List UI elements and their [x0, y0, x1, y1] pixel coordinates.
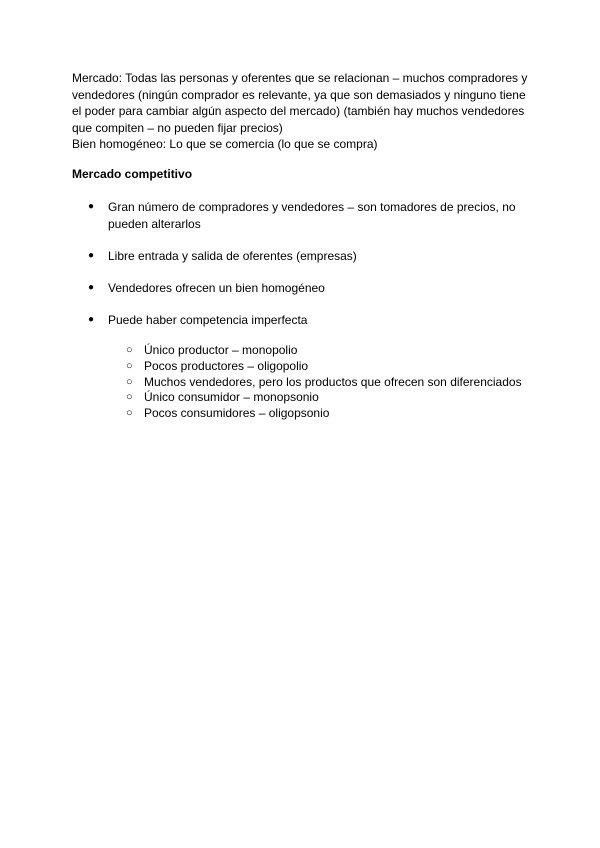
list-item	[0, 280, 528, 297]
circle-bullet-icon: ○	[126, 391, 133, 404]
list-item-text: Puede haber competencia imperfecta	[108, 312, 308, 327]
list-item	[0, 199, 528, 232]
circle-bullet-icon: ○	[126, 375, 133, 388]
sub-list-item	[0, 406, 600, 422]
sub-list-item	[0, 390, 600, 406]
sub-list-item	[0, 343, 600, 359]
section-heading: Mercado competitivo	[72, 167, 193, 181]
list-item	[0, 312, 528, 329]
bullet-icon: ●	[88, 201, 95, 212]
circle-bullet-icon: ○	[126, 407, 133, 420]
market-definition: Mercado: Todas las personas y oferentes que se relacionan – muchos compradores y vendedores (ningún comprador es relevante, ya que son demasiados y ninguno tiene el poder para cambiar algún aspecto del mercado) (también hay muchos vendedores que compiten – no pueden fijar precios)	[72, 71, 528, 135]
homogeneous-good-definition: Bien homogéneo: Lo que se comercia (lo que se compra)	[72, 137, 378, 151]
sub-list-item-text: Único consumidor – monopsonio	[144, 390, 319, 405]
sub-bullet-list	[0, 343, 600, 422]
bullet-icon: ●	[88, 313, 95, 325]
bullet-icon: ●	[88, 281, 95, 293]
sub-list-item-text: Único productor – monopolio	[144, 343, 298, 357]
list-item-text: Libre entrada y salida de oferentes (empresas)	[108, 248, 357, 263]
list-item	[0, 248, 528, 265]
main-bullet-list	[0, 199, 600, 344]
intro-paragraph	[72, 70, 532, 153]
list-item-text: Gran número de compradores y vendedores – son tomadores de precios, no pueden alterarlos	[108, 200, 516, 231]
sub-list-item-text: Muchos vendedores, pero los productos que ofrecen son diferenciados	[144, 374, 522, 389]
circle-bullet-icon: ○	[126, 344, 133, 356]
sub-list-item-text: Pocos productores – oligopolio	[144, 358, 309, 373]
sub-list-item	[0, 359, 600, 375]
bullet-icon: ●	[88, 249, 95, 261]
sub-list-item	[0, 375, 600, 391]
sub-list-item-text: Pocos consumidores – oligopsonio	[144, 406, 330, 421]
circle-bullet-icon: ○	[126, 359, 133, 372]
list-item-text: Vendedores ofrecen un bien homogéneo	[108, 280, 325, 295]
